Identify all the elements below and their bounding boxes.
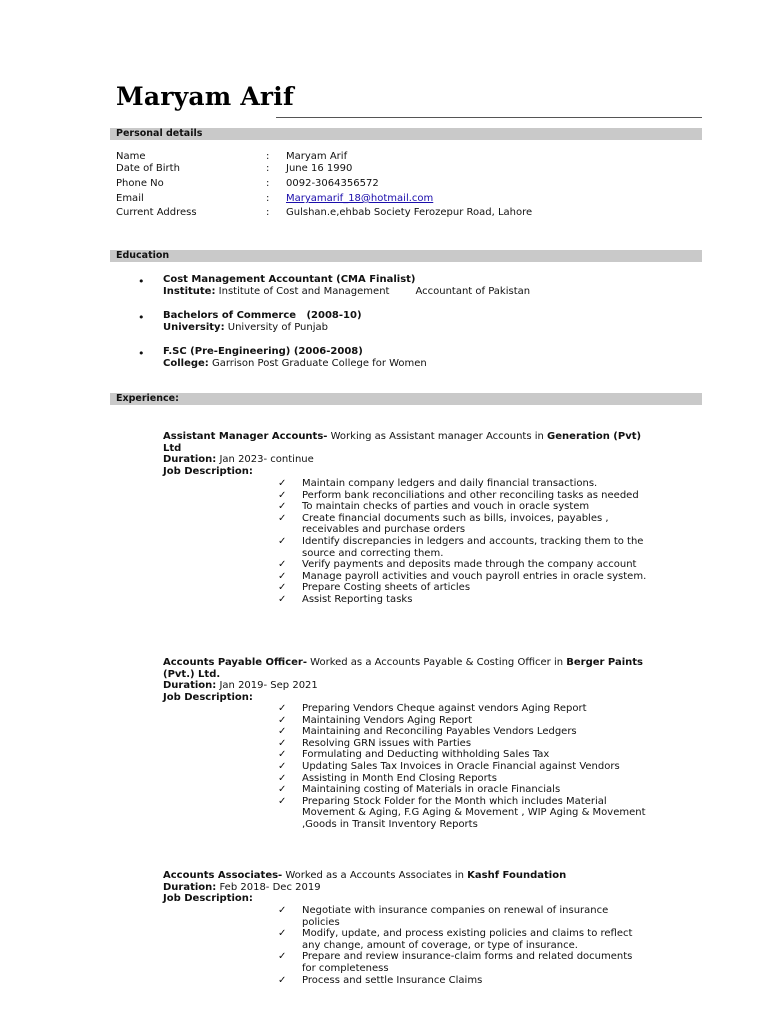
duty-item: ✓ Negotiate with insurance companies on renewal of insurance policies [278, 905, 609, 928]
personal-value: 0092-3064356572 [286, 178, 379, 189]
job-description-label: Job Description: [163, 893, 253, 905]
personal-colon: : [266, 163, 270, 174]
duty-item: ✓ Maintaining costing of Materials in oracle Financials [278, 784, 561, 796]
resume-name: Maryam Arif [116, 82, 294, 111]
education-institution: University: University of Punjab [163, 322, 328, 333]
check-icon: ✓ [278, 582, 287, 594]
job-description-label: Job Description: [163, 465, 253, 477]
personal-label: Date of Birth [116, 163, 180, 174]
check-icon: ✓ [278, 905, 287, 916]
job-entry [163, 431, 643, 477]
check-icon: ✓ [278, 559, 287, 571]
check-icon: ✓ [278, 501, 287, 513]
duty-item: ✓ Assist Reporting tasks [278, 593, 413, 605]
duty-item: ✓ Formulating and Deducting withholding Sales Tax [278, 749, 550, 761]
check-icon: ✓ [278, 703, 287, 714]
check-icon: ✓ [278, 928, 287, 940]
section-header-education: Education [110, 250, 702, 262]
check-icon: ✓ [278, 737, 287, 749]
check-icon: ✓ [278, 726, 287, 738]
duty-item: ✓ Assisting in Month End Closing Reports [278, 772, 497, 784]
duty-item: ✓ Preparing Stock Folder for the Month which includes Material Movement & Aging, F.G Aging & Movement , WIP Aging & Movement ,Goods in Transit Inventory Reports [278, 795, 646, 830]
section-header-personal: Personal details [110, 128, 702, 140]
duty-item: ✓ Preparing Vendors Cheque against vendors Aging Report [278, 703, 587, 714]
personal-colon: : [266, 207, 270, 218]
check-icon: ✓ [278, 795, 287, 807]
duty-item: ✓ Perform bank reconciliations and other reconciling tasks as needed [278, 489, 639, 501]
check-icon: ✓ [278, 974, 287, 986]
education-institution: College: Garrison Post Graduate College for Women [163, 358, 427, 369]
education-degree: F.SC (Pre-Engineering) (2006-2008) [163, 346, 363, 357]
personal-label: Email [116, 193, 144, 204]
education-degree: Bachelors of Commerce (2008-10) [163, 310, 362, 321]
job-duties-list [278, 905, 648, 986]
job-duties-list [278, 478, 648, 606]
duty-item: ✓ Prepare and review insurance-claim forms and related documents for completeness [278, 951, 633, 974]
job-duties-list [278, 703, 648, 831]
personal-colon: : [266, 151, 270, 162]
bullet-icon: • [138, 347, 145, 360]
education-item [163, 274, 530, 298]
personal-label: Phone No [116, 178, 164, 189]
job-heading: Assistant Manager Accounts- Working as Assistant manager Accounts in Generation (Pvt) Ltd [163, 431, 642, 454]
education-item [163, 346, 427, 370]
education-institution: Institute: Institute of Cost and Management Accountant of Pakistan [163, 286, 531, 297]
personal-colon: : [266, 178, 270, 189]
job-duration: Duration: Jan 2023- continue [163, 454, 314, 466]
education-degree: Cost Management Accountant (CMA Finalist) [163, 274, 416, 285]
duty-item: ✓ Resolving GRN issues with Parties [278, 737, 472, 749]
check-icon: ✓ [278, 570, 287, 582]
personal-value: June 16 1990 [286, 163, 353, 174]
job-entry [163, 657, 643, 703]
check-icon: ✓ [278, 512, 287, 524]
check-icon: ✓ [278, 951, 287, 963]
title-underline [276, 117, 702, 118]
duty-item: ✓ Maintain company ledgers and daily financial transactions. [278, 478, 598, 489]
duty-item: ✓ Identify discrepancies in ledgers and accounts, tracking them to the source and correcting them. [278, 535, 644, 559]
email-link[interactable]: Maryamarif_18@hotmail.com [286, 193, 434, 204]
job-heading: Accounts Payable Officer- Worked as a Accounts Payable & Costing Officer in Berger Paints (Pvt.) Ltd. [163, 657, 644, 680]
duty-item: ✓ Process and settle Insurance Claims [278, 974, 483, 986]
personal-value: Gulshan.e,ehbab Society Ferozepur Road, Lahore [286, 207, 533, 218]
personal-value: Maryam Arif [286, 151, 348, 162]
check-icon: ✓ [278, 478, 287, 489]
job-duration: Duration: Feb 2018- Dec 2019 [163, 881, 321, 893]
duty-item: ✓ Create financial documents such as bills, invoices, payables , receivables and purchase orders [278, 512, 609, 536]
duty-item: ✓ Prepare Costing sheets of articles [278, 582, 471, 594]
section-header-experience: Experience: [110, 393, 702, 405]
personal-label: Name [116, 151, 146, 162]
duty-item: ✓ Maintaining Vendors Aging Report [278, 714, 473, 726]
job-duration: Duration: Jan 2019- Sep 2021 [163, 680, 318, 692]
duty-item: ✓ Updating Sales Tax Invoices in Oracle Financial against Vendors [278, 760, 620, 772]
check-icon: ✓ [278, 535, 287, 547]
duty-item: ✓ To maintain checks of parties and vouch in oracle system [278, 501, 590, 513]
bullet-icon: • [138, 311, 145, 324]
bullet-icon: • [138, 275, 145, 288]
check-icon: ✓ [278, 760, 287, 772]
job-description-label: Job Description: [163, 691, 253, 703]
duty-item: ✓ Verify payments and deposits made through the company account [278, 559, 637, 571]
personal-label: Current Address [116, 207, 197, 218]
job-entry [163, 870, 643, 905]
personal-colon: : [266, 193, 270, 204]
check-icon: ✓ [278, 749, 287, 761]
duty-item: ✓ Manage payroll activities and vouch payroll entries in oracle system. [278, 570, 647, 582]
check-icon: ✓ [278, 772, 287, 784]
education-item [163, 310, 362, 334]
check-icon: ✓ [278, 593, 287, 605]
check-icon: ✓ [278, 784, 287, 796]
job-heading: Accounts Associates- Worked as a Accounts Associates in Kashf Foundation [163, 870, 567, 881]
duty-item: ✓ Maintaining and Reconciling Payables Vendors Ledgers [278, 726, 577, 738]
duty-item: ✓ Modify, update, and process existing policies and claims to reflect any change, amount of coverage, or type of insurance. [278, 928, 633, 951]
check-icon: ✓ [278, 714, 287, 726]
check-icon: ✓ [278, 489, 287, 501]
